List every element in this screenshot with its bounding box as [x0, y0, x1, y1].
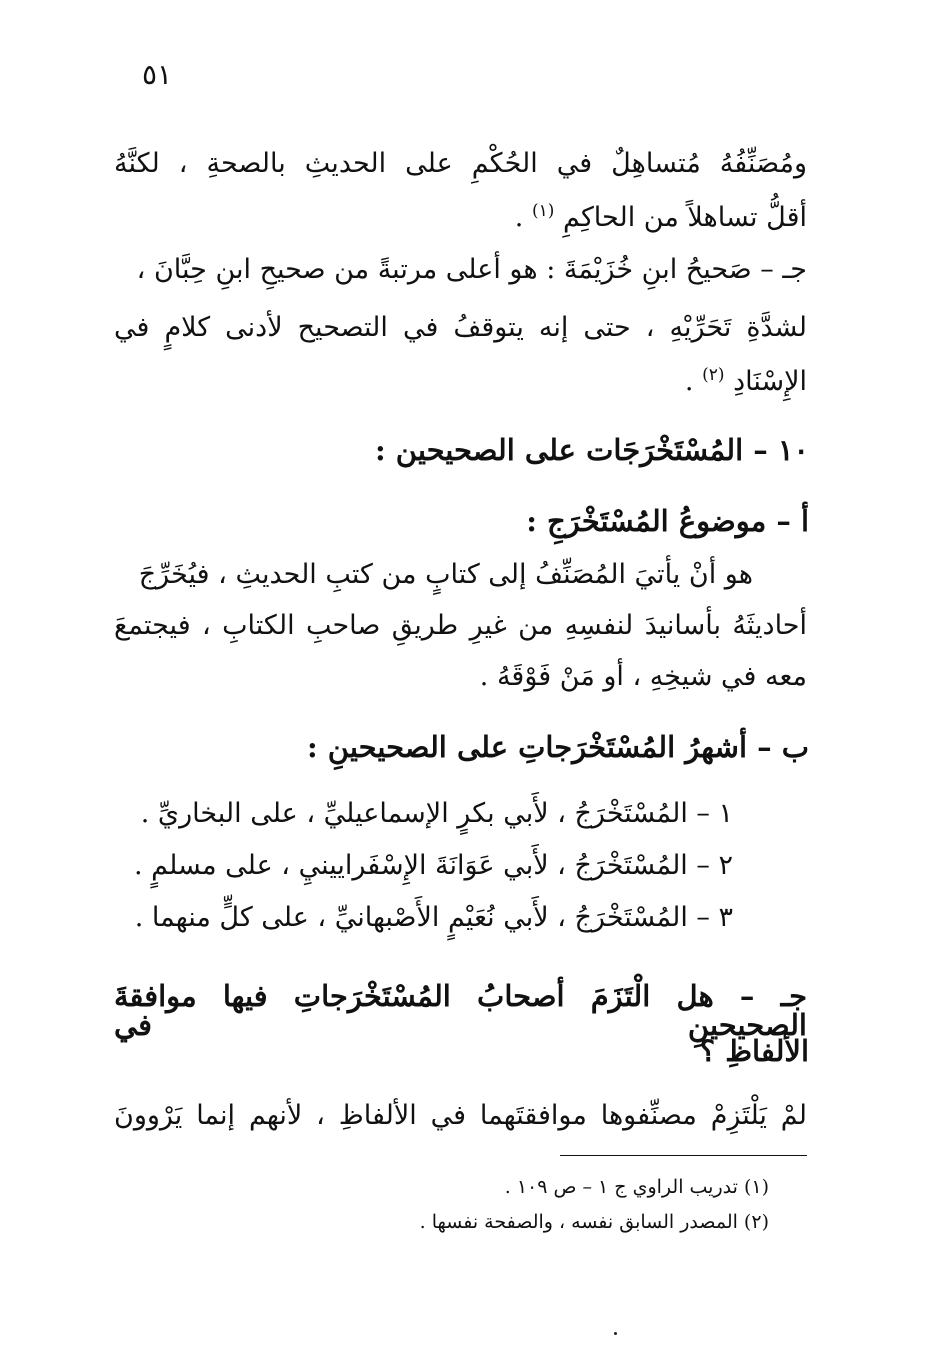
list-item: ٣ – المُسْتَخْرَجُ ، لأَبي نُعَيْمٍ الأَصْبهانيِّ ، على كلٍّ منهما .: [134, 902, 733, 933]
footnote-ref-1[interactable]: (١): [531, 201, 555, 221]
body-line-1: ومُصَنِّفُهُ مُتساهِلٌ في الحُكْمِ على الحديثِ بالصحةِ ، لكنَّهُ: [114, 148, 807, 179]
footnote-1: (١) تدريب الراوي ج ١ – ص ١٠٩ .: [504, 1176, 769, 1198]
body-line-2-end: .: [514, 202, 532, 233]
list-item: ٢ – المُسْتَخْرَجُ ، لأَبي عَوَانَةَ الإِسْفَرايينيِ ، على مسلمٍ .: [133, 850, 733, 881]
subsection-a-line-2: أحاديثَهُ بأسانيدَ لنفسِهِ من غيرِ طريقِ صاحبِ الكتابِ ، فيجتمعَ: [114, 610, 807, 641]
page-number: ٥١: [142, 58, 173, 91]
subsection-c-heading-line-1: جـ – هل الْتَزَمَ أصحابُ المُسْتَخْرَجاتِ فيها موافقةَ الصحيحينِ في: [114, 979, 807, 1042]
subsection-a-line-1: هو أنْ يأتيَ المُصَنِّفُ إلى كتابٍ من كتبِ الحديثِ ، فيُخَرِّجَ: [138, 559, 753, 590]
list-item: ١ – المُسْتَخْرَجُ ، لأَبي بكرٍ الإسماعيليِّ ، على البخاريِّ .: [140, 798, 733, 829]
body-line-4: لشدَّةِ تَحَرِّيْهِ ، حتى إنه يتوقفُ في التصحيح لأدنى كلامٍ في: [114, 312, 807, 343]
body-line-5: [685, 367, 807, 395]
subsection-c-line-1: لمْ يَلْتَزِمْ مصنِّفوها موافقتَهما في الألفاظِ ، لأنهم إنما يَرْوونَ: [114, 1100, 807, 1131]
body-line-2-text: أقلُّ تساهلاً من الحاكِمِ: [562, 202, 807, 233]
footnote-ref-2[interactable]: (٢): [702, 365, 725, 385]
section-10-heading: ١٠ – المُسْتَخْرَجَات على الصحيحين :: [374, 433, 809, 467]
body-line-2: [515, 203, 807, 231]
body-line-3: جـ – صَحيحُ ابنِ خُزَيْمَةَ : هو أعلى مرتبةً من صحيحِ ابنِ حِبَّانَ ،: [136, 254, 807, 285]
footnote-divider: [560, 1155, 807, 1156]
subsection-c-heading-line-2: الألفاظِ ؟: [699, 1034, 809, 1068]
footnote-2: (٢) المصدر السابق نفسه ، والصفحة نفسها .: [419, 1211, 769, 1233]
subsection-b-heading: ب – أشهرُ المُسْتَخْرَجاتِ على الصحيحينِ :: [306, 730, 809, 764]
subsection-a-line-3: معه في شيخِهِ ، أو مَنْ فَوْقَهُ .: [479, 661, 807, 692]
body-line-5-text: الإِسْنَادِ: [733, 366, 807, 397]
subsection-a-heading: أ – موضوعُ المُسْتَخْرَجِ :: [526, 504, 809, 538]
body-line-5-end: .: [684, 366, 703, 397]
scan-speck: [614, 1332, 617, 1335]
